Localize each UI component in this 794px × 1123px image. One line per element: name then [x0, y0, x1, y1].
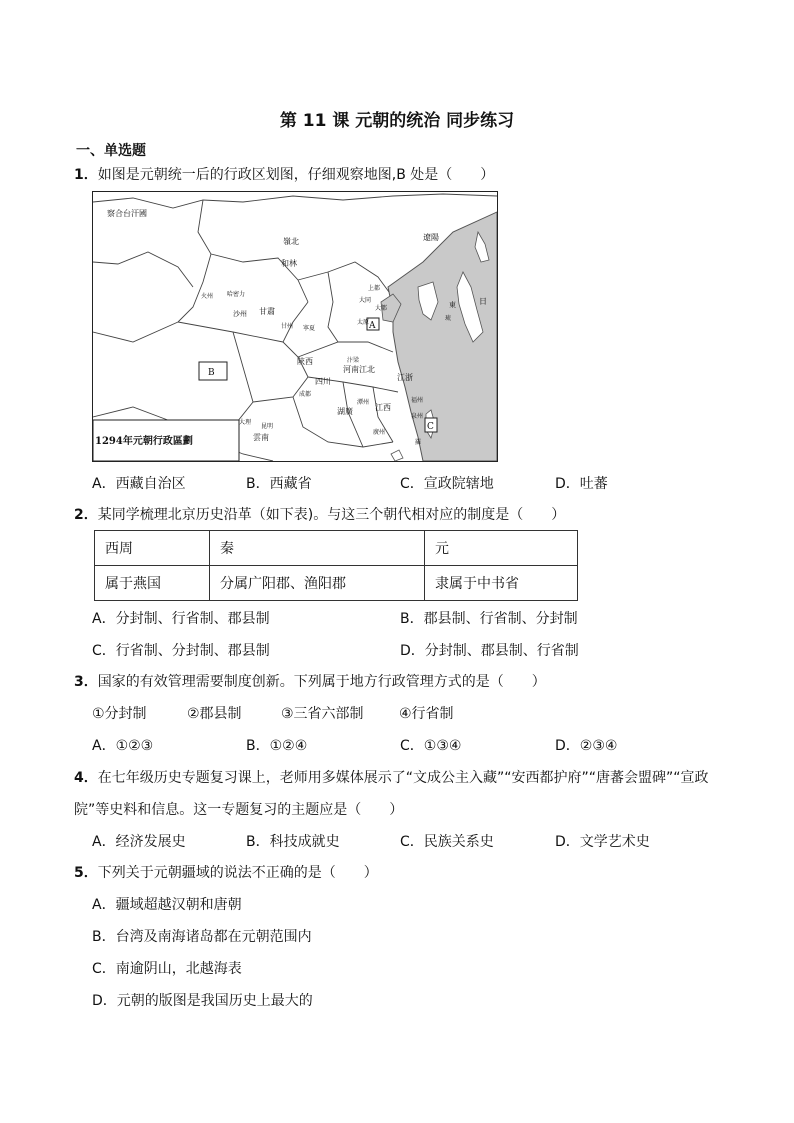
question-3-text: 国家的有效管理需要制度创新。下列属于地方行政管理方式的是（ ）: [97, 674, 546, 690]
map-label: 潭州: [357, 399, 370, 406]
map-label: 廣州: [373, 429, 386, 436]
q2-option-b[interactable]: B．郡县制、行省制、分封制: [400, 611, 578, 627]
map-label: 大理: [239, 419, 252, 426]
question-3-number: 3．: [74, 674, 98, 690]
map-label: 陝西: [297, 357, 313, 366]
map-label: 甘州: [281, 323, 294, 330]
question-3: [74, 671, 546, 691]
map-label: 遼陽: [423, 233, 439, 242]
table-cell: 西周: [95, 531, 210, 566]
q3-item-2: ②郡县制: [187, 706, 242, 722]
map-label: 東: [449, 301, 456, 309]
map-label: 成都: [299, 391, 312, 398]
table-header-row: [95, 531, 578, 566]
map-label: 琉: [445, 315, 452, 322]
map-label: 泉州: [411, 413, 424, 420]
q3-option-d[interactable]: D．②③④: [555, 738, 618, 754]
q4-option-c[interactable]: C．民族关系史: [400, 834, 494, 850]
map-label: 福州: [411, 397, 424, 404]
question-4-text-line1: 在七年级历史专题复习课上，老师用多媒体展示了“文成公主入藏”“安西都护府”“唐蕃会盟碑”“宣政: [97, 770, 709, 786]
q5-option-c[interactable]: C．南逾阴山，北越海表: [92, 961, 242, 977]
q2-option-d[interactable]: D．分封制、郡县制、行省制: [400, 643, 579, 659]
q3-item-4: ④行省制: [399, 706, 454, 722]
map-label: 日: [479, 297, 487, 306]
map-label-a: A: [369, 321, 376, 331]
table-cell: 隶属于中书省: [425, 566, 578, 601]
map-label: 雲南: [253, 433, 269, 442]
q5-option-a[interactable]: A．疆域超越汉朝和唐朝: [92, 897, 242, 913]
map-label: 哈密力: [227, 291, 246, 298]
q3-item-3: ③三省六部制: [281, 706, 364, 722]
question-1: [74, 164, 494, 184]
map-label: 沙州: [233, 310, 247, 318]
q1-option-a[interactable]: A．西藏自治区: [92, 476, 186, 492]
question-4-text-line2: 院”等史料和信息。这一专题复习的主题应是（ ）: [74, 802, 404, 818]
q4-option-a[interactable]: A．经济发展史: [92, 834, 186, 850]
q3-item-1: ①分封制: [92, 706, 147, 722]
map-label: 寧夏: [303, 325, 316, 332]
map-label: 昆明: [261, 423, 274, 430]
map-label: 江浙: [397, 373, 413, 382]
table-cell: 元: [425, 531, 578, 566]
map-graphic: [93, 192, 497, 461]
q1-option-c[interactable]: C．宣政院辖地: [400, 476, 494, 492]
section-heading: 一、单选题: [76, 143, 146, 159]
question-4: [74, 767, 709, 787]
map-label: 嶺北: [283, 237, 299, 246]
question-2: [74, 504, 565, 524]
q3-option-b[interactable]: B．①②④: [246, 738, 308, 754]
table-cell: 秦: [210, 531, 425, 566]
question-5-number: 5．: [74, 865, 98, 881]
map-label: 和林: [281, 259, 297, 268]
map-label: 甘肅: [259, 307, 275, 316]
map-label: 太原: [357, 319, 370, 326]
question-5-text: 下列关于元朝疆域的说法不正确的是（ ）: [97, 865, 378, 881]
map-label: 上都: [368, 285, 381, 292]
question-2-text: 某同学梳理北京历史沿革（如下表)。与这三个朝代相对应的制度是（ ）: [97, 507, 566, 523]
map-label: 大都: [375, 305, 388, 312]
page-title: 第 11 课 元朝的统治 同步练习: [279, 111, 515, 131]
map-label: 大同: [359, 297, 372, 304]
q1-option-b[interactable]: B．西藏省: [246, 476, 312, 492]
map-label: 河南江北: [343, 365, 375, 374]
question-1-number: 1．: [74, 167, 98, 183]
map-caption: 1294年元朝行政區劃: [95, 436, 193, 447]
q4-option-d[interactable]: D．文学艺术史: [555, 834, 650, 850]
question-4-number: 4．: [74, 770, 98, 786]
table-row: [95, 566, 578, 601]
map-label: 四川: [315, 377, 331, 386]
history-table: [94, 530, 578, 601]
map-label: 湖廣: [337, 407, 353, 416]
map-label: 察合台汗國: [107, 209, 147, 218]
table-cell: 分属广阳郡、渔阳郡: [210, 566, 425, 601]
q5-option-b[interactable]: B．台湾及南海诸岛都在元朝范围内: [92, 929, 312, 945]
question-1-text: 如图是元朝统一后的行政区划图，仔细观察地图,B 处是（ ）: [97, 167, 495, 183]
q3-option-a[interactable]: A．①②③: [92, 738, 154, 754]
map-label: 羅: [415, 439, 422, 446]
map-label-b: B: [208, 368, 215, 378]
question-2-number: 2．: [74, 507, 98, 523]
q2-option-c[interactable]: C．行省制、分封制、郡县制: [92, 643, 270, 659]
q1-option-d[interactable]: D．吐蕃: [555, 476, 608, 492]
yuan-map: [92, 191, 498, 462]
map-label: 汴梁: [347, 357, 360, 364]
map-label: 火州: [201, 293, 214, 300]
map-label-c: C: [427, 422, 434, 432]
q5-option-d[interactable]: D．元朝的版图是我国历史上最大的: [92, 993, 313, 1009]
q3-option-c[interactable]: C．①③④: [400, 738, 462, 754]
q2-option-a[interactable]: A．分封制、行省制、郡县制: [92, 611, 270, 627]
map-label: 江西: [375, 403, 391, 412]
table-cell: 属于燕国: [95, 566, 210, 601]
question-5: [74, 862, 378, 882]
q4-option-b[interactable]: B．科技成就史: [246, 834, 340, 850]
